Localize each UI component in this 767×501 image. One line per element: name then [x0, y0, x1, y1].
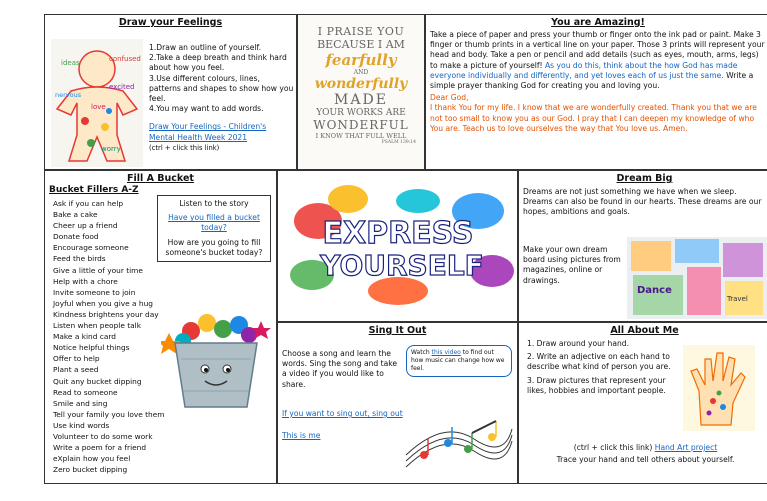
hand-art-image	[683, 345, 755, 431]
dream-big-cell	[518, 170, 767, 322]
draw-feelings-steps	[149, 43, 294, 153]
praise-line: MADE	[334, 92, 388, 108]
music-notes-image	[404, 409, 514, 477]
sing-out-link[interactable]: If you want to sing out, sing out	[282, 409, 403, 418]
fill-bucket-title: Fill A Bucket	[127, 173, 194, 184]
about-step: 1. Draw around your hand.	[527, 339, 630, 348]
list-item: Zero bucket dipping	[53, 465, 128, 475]
draw-feelings-link[interactable]: Draw Your Feelings - Children's Mental Health Week 2021	[149, 122, 267, 142]
all-about-me-cell	[518, 322, 767, 484]
paint-splash-graphic	[278, 171, 518, 322]
board-word: Travel	[727, 295, 748, 303]
list-item: Smile and sing	[53, 398, 108, 408]
list-item: Encourage someone	[53, 243, 129, 253]
praise-line: wonderfully	[314, 76, 408, 92]
draw-step: 3.Use different colours, lines, patterns and shapes to show how you feel.	[149, 73, 294, 104]
express-text: EXPRESS	[322, 216, 474, 251]
list-item: Feed the birds	[53, 254, 106, 264]
list-item: Joyful when you give a hug	[53, 298, 153, 308]
praise-line: I KNOW THAT FULL WELL	[315, 132, 407, 140]
amazing-instructions: Take a piece of paper and press your thumb or finger onto the ink pad or paint. Make 3 finger or thumb prints in a vertical line on your paper. Those 3 prints will represent your head and body. Take a pen or pencil and add details (such as eyes, mouth, arms, legs) to make a picture of yourself!	[430, 30, 765, 70]
about-step: 3. Draw pictures that represent your likes, hobbies and important people.	[527, 375, 666, 395]
amazing-text	[426, 28, 767, 93]
praise-line: BECAUSE I AM	[317, 38, 405, 51]
amazing-reflection: As you do this, think about the how God has made everyone individually and differently, and yet loves each of us just the same.	[430, 60, 738, 80]
list-item: Plant a seed	[53, 365, 99, 375]
hand-art-link-line	[519, 443, 767, 453]
list-item: Kindness brightens your day	[53, 309, 159, 319]
figure-word: confused	[109, 55, 141, 63]
list-item: Make a kind card	[53, 332, 116, 342]
list-item: Give a little of your time	[53, 265, 143, 275]
hand-art-link-hint: (ctrl + click this link)	[573, 443, 655, 452]
draw-feelings-title: Draw your Feelings	[118, 17, 223, 28]
board-word: Dance	[637, 285, 672, 296]
sing-it-out-cell	[277, 322, 518, 484]
praise-line: PSALM 139:14	[381, 140, 416, 145]
bucket-fillers-list	[53, 198, 165, 475]
figure-word: love	[91, 103, 106, 111]
yourself-text: YOURSELF	[320, 249, 484, 282]
sing-it-out-title: Sing It Out	[368, 325, 427, 336]
dream-big-task: Make your own dream board using pictures from magazines, online or drawings.	[523, 245, 621, 285]
story-intro: Listen to the story	[179, 199, 249, 208]
this-video-link[interactable]: this video	[431, 349, 461, 356]
list-item: Read to someone	[53, 387, 118, 397]
praise-image	[297, 14, 425, 170]
draw-feelings-link-hint: (ctrl + click this link)	[149, 143, 220, 152]
express-yourself-image	[277, 170, 518, 322]
list-item: Invite someone to join	[53, 287, 136, 297]
bucket-story-link[interactable]: Have you filled a bucket today?	[168, 213, 260, 233]
list-item: Cheer up a friend	[53, 221, 118, 231]
hand-art-link[interactable]: Hand Art project	[654, 443, 718, 452]
figure-word: worry	[101, 145, 121, 153]
figure-word: excited	[109, 83, 135, 91]
dream-board-image	[627, 237, 767, 319]
list-item: Volunteer to do some work	[53, 431, 153, 441]
bubble-text-pre: Watch	[411, 349, 432, 356]
this-is-me-link[interactable]: This is me	[282, 431, 321, 440]
draw-step: 2.Take a deep breath and think hard about how you feel.	[149, 53, 287, 73]
fill-bucket-cell	[44, 170, 277, 484]
amazing-cell	[425, 14, 767, 170]
about-step: 2. Write an adjective on each hand to describe what kind of person you are.	[527, 352, 671, 372]
figure-word: ideas	[61, 59, 80, 67]
list-item: Tell your family you love them	[53, 409, 165, 419]
all-about-me-closing: Trace your hand and tell others about yourself.	[556, 455, 735, 464]
amazing-title: You are Amazing!	[551, 17, 645, 28]
draw-step: 4.You may want to add words.	[149, 104, 264, 114]
praise-line: I PRAISE YOU	[317, 25, 405, 38]
figure-word: nervous	[55, 91, 82, 99]
praise-line: AND	[353, 69, 369, 76]
list-item: Notice helpful things	[53, 343, 130, 353]
bucket-story-box	[157, 195, 271, 262]
list-item: Offer to help	[53, 354, 100, 364]
list-item: Bake a cake	[53, 210, 98, 220]
draw-feelings-cell	[44, 14, 297, 170]
draw-step: 1.Draw an outline of yourself.	[149, 43, 262, 52]
bucket-fillers-heading: Bucket Fillers A-Z	[49, 185, 139, 195]
list-item: Ask if you can help	[53, 199, 124, 208]
praise-line: fearfully	[325, 51, 397, 69]
list-item: Write a poem for a friend	[53, 443, 147, 453]
amazing-prayer	[426, 93, 767, 134]
prayer-greeting: Dear God,	[430, 93, 469, 103]
bucket-image	[161, 303, 271, 413]
prayer-text: I thank You for my life. I know that we are wonderfully created. Thank you that we are not too small to know you as our God. I pray that I can deepen my knowledge of who You are. Teach us to love ourselves the way that You love us. Amen.	[430, 103, 757, 133]
story-question: How are you going to fill someone's bucket today?	[165, 237, 263, 257]
list-item: Quit any bucket dipping	[53, 376, 142, 386]
list-item: Donate food	[53, 232, 99, 242]
list-item: Help with a chore	[53, 276, 118, 286]
all-about-me-title: All About Me	[610, 325, 679, 336]
dream-big-title: Dream Big	[616, 173, 673, 184]
all-about-me-steps	[527, 339, 675, 396]
list-item: Use kind words	[53, 420, 110, 430]
praise-line: YOUR WORKS ARE	[316, 108, 406, 118]
praise-line: WONDERFUL	[313, 118, 409, 132]
feelings-figure-image	[51, 39, 143, 167]
amazing-prayer-task: Write a simple prayer thanking God for creating you and loving you.	[430, 70, 754, 91]
sing-it-out-text: Choose a song and learn the words. Sing the song and take a video if you would like to share.	[282, 349, 398, 389]
bubble-text-post: to find out how music can change how we feel.	[411, 349, 505, 372]
list-item: eXplain how you feel	[53, 454, 131, 464]
video-speech-bubble	[406, 345, 512, 377]
dream-big-intro: Dreams are not just something we have when we sleep. Dreams can also be found in our hearts. These dreams are our hopes, ambitions and goals.	[523, 187, 762, 217]
list-item: Listen when people talk	[53, 321, 141, 331]
